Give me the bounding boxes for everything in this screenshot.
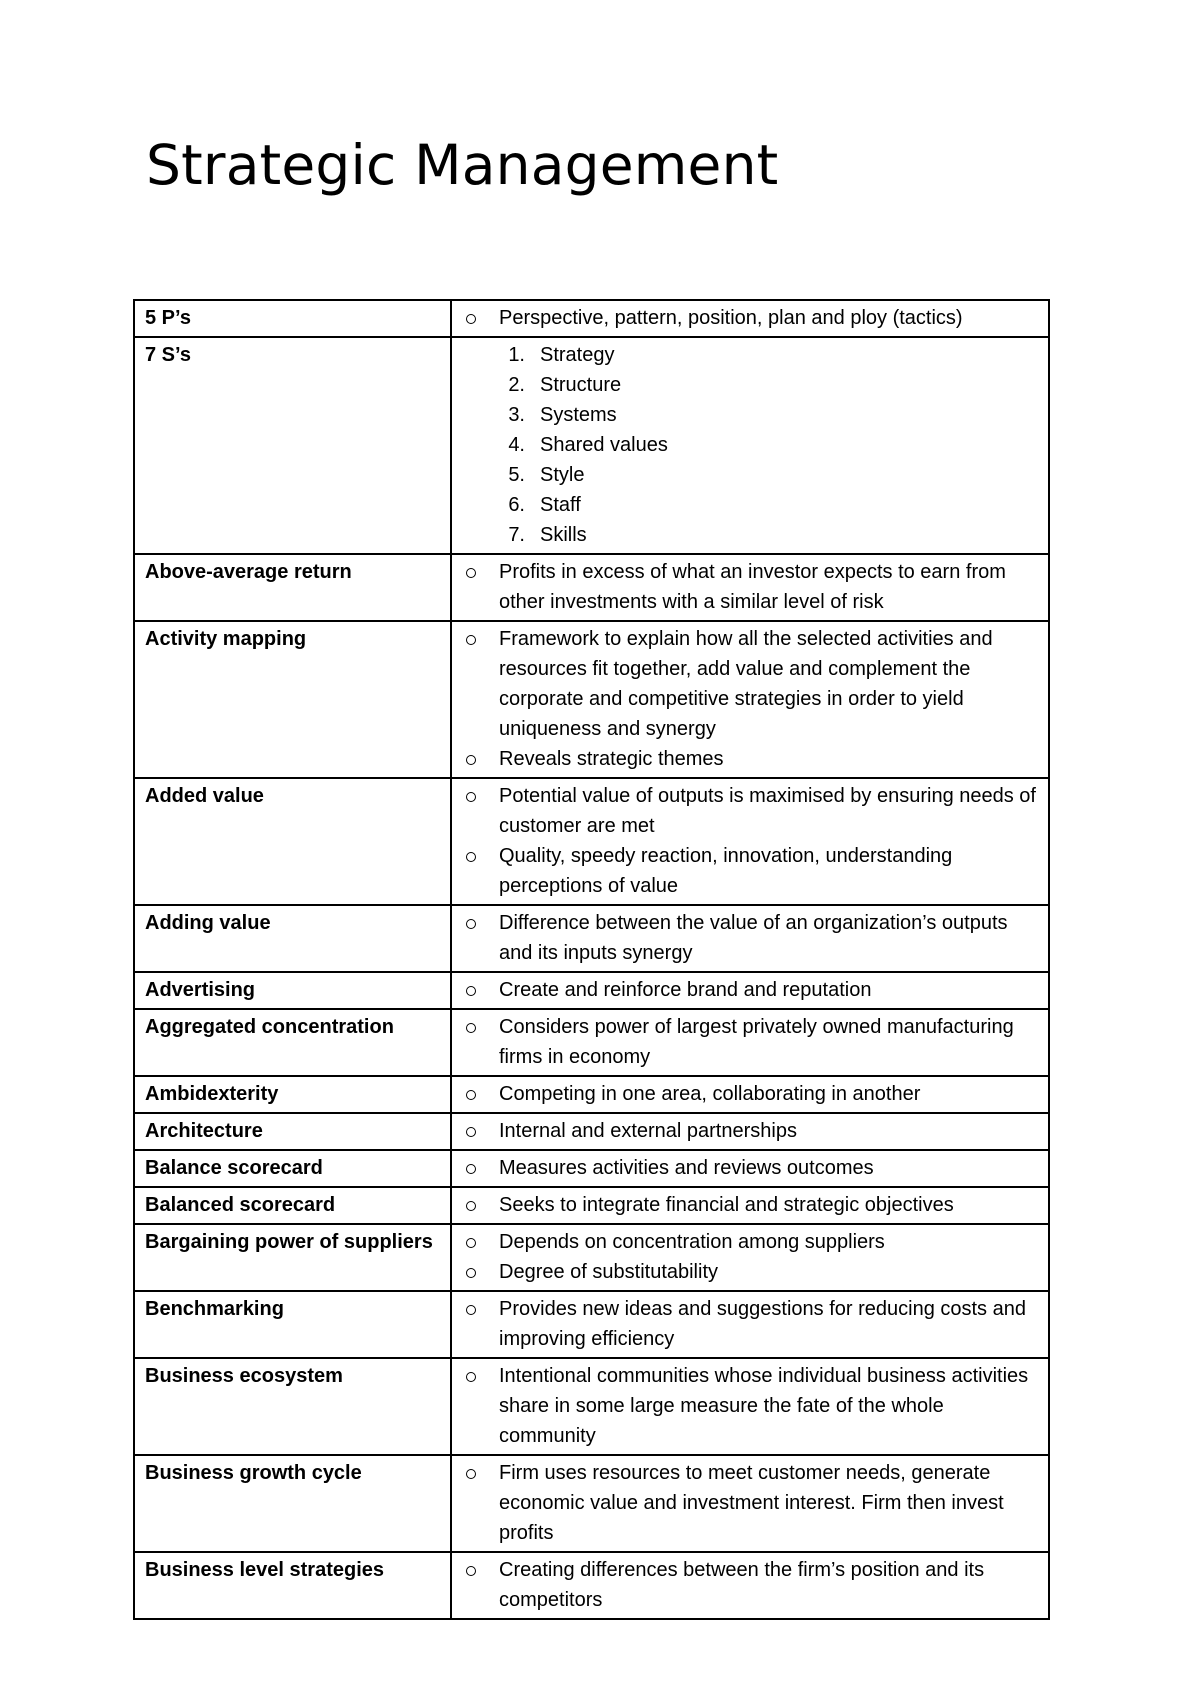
- bullet-text: Intentional communities whose individual business activities share in some large measure the fate of the whole community: [499, 1365, 1029, 1447]
- term-cell: Adding value: [134, 905, 451, 972]
- table-row: [134, 1009, 1049, 1076]
- bullet-item: [462, 624, 1040, 744]
- bullet-text: Potential value of outputs is maximised by ensuring needs of customer are met: [499, 785, 1036, 837]
- table-row: [134, 972, 1049, 1009]
- bullet-item: [462, 1116, 1040, 1146]
- bullet-text: Difference between the value of an organization’s outputs and its inputs synergy: [499, 912, 1008, 964]
- bullet-text: Internal and external partnerships: [499, 1120, 797, 1142]
- list-item: [462, 370, 1040, 400]
- table-row: [134, 1113, 1049, 1150]
- definition-cell: [451, 621, 1049, 778]
- bullet-item: [462, 557, 1040, 617]
- circle-bullet-icon: [462, 624, 499, 744]
- list-item: [462, 460, 1040, 490]
- bullet-item: [462, 1458, 1040, 1548]
- term-cell: Added value: [134, 778, 451, 905]
- list-number: 5.: [508, 464, 525, 486]
- list-number: 6.: [508, 494, 525, 516]
- definition-cell: [451, 554, 1049, 621]
- definition-cell: [451, 778, 1049, 905]
- definition-cell: [451, 1009, 1049, 1076]
- bullet-item: [462, 303, 1040, 333]
- term-cell: Balanced scorecard: [134, 1187, 451, 1224]
- bullet-text: Create and reinforce brand and reputation: [499, 979, 872, 1001]
- circle-bullet-icon: [462, 1190, 499, 1220]
- list-item: [462, 490, 1040, 520]
- circle-bullet-icon: [462, 1116, 499, 1146]
- table-row: [134, 554, 1049, 621]
- term-cell: Benchmarking: [134, 1291, 451, 1358]
- table-row: [134, 905, 1049, 972]
- table-row: [134, 300, 1049, 337]
- circle-bullet-icon: [462, 1257, 499, 1287]
- bullet-text: Measures activities and reviews outcomes: [499, 1157, 874, 1179]
- bullet-text: Depends on concentration among suppliers: [499, 1231, 885, 1253]
- circle-bullet-icon: [462, 1294, 499, 1354]
- bullet-item: [462, 975, 1040, 1005]
- term-cell: Ambidexterity: [134, 1076, 451, 1113]
- definition-cell: [451, 972, 1049, 1009]
- definition-cell: [451, 1291, 1049, 1358]
- term-cell: Advertising: [134, 972, 451, 1009]
- term-cell: Activity mapping: [134, 621, 451, 778]
- table-row: [134, 1552, 1049, 1619]
- bullet-item: [462, 1227, 1040, 1257]
- definition-cell: [451, 1187, 1049, 1224]
- list-item-text: Shared values: [540, 434, 668, 456]
- definition-cell: [451, 1113, 1049, 1150]
- glossary-table: [133, 299, 1050, 1620]
- bullet-item: [462, 908, 1040, 968]
- definition-cell: [451, 1358, 1049, 1455]
- term-cell: Above-average return: [134, 554, 451, 621]
- list-item: [462, 520, 1040, 550]
- definition-cell: [451, 300, 1049, 337]
- circle-bullet-icon: [462, 1361, 499, 1451]
- bullet-item: [462, 781, 1040, 841]
- bullet-item: [462, 841, 1040, 901]
- list-item-text: Structure: [540, 374, 622, 396]
- bullet-text: Reveals strategic themes: [499, 748, 724, 770]
- term-cell: Architecture: [134, 1113, 451, 1150]
- bullet-text: Profits in excess of what an investor expects to earn from other investments with a similar level of risk: [499, 561, 1006, 613]
- table-row: [134, 778, 1049, 905]
- bullet-text: Framework to explain how all the selected activities and resources fit together, add value and complement the corporate and competitive strategies in order to yield uniqueness and synergy: [499, 628, 993, 740]
- table-row: [134, 1076, 1049, 1113]
- bullet-item: [462, 1294, 1040, 1354]
- definition-cell: [451, 1455, 1049, 1552]
- list-number: 3.: [508, 404, 525, 426]
- circle-bullet-icon: [462, 1012, 499, 1072]
- list-item-text: Staff: [540, 494, 581, 516]
- bullet-item: [462, 1257, 1040, 1287]
- bullet-item: [462, 1190, 1040, 1220]
- circle-bullet-icon: [462, 1227, 499, 1257]
- bullet-item: [462, 1361, 1040, 1451]
- list-item-text: Style: [540, 464, 585, 486]
- bullet-item: [462, 1012, 1040, 1072]
- circle-bullet-icon: [462, 557, 499, 617]
- bullet-text: Degree of substitutability: [499, 1261, 719, 1283]
- table-row: [134, 1291, 1049, 1358]
- term-cell: Bargaining power of suppliers: [134, 1224, 451, 1291]
- definition-cell: [451, 337, 1049, 554]
- circle-bullet-icon: [462, 781, 499, 841]
- term-cell: 5 P’s: [134, 300, 451, 337]
- numbered-list: [462, 340, 1040, 550]
- term-cell: Aggregated concentration: [134, 1009, 451, 1076]
- circle-bullet-icon: [462, 908, 499, 968]
- list-item-text: Skills: [540, 524, 587, 546]
- term-cell: Business ecosystem: [134, 1358, 451, 1455]
- bullet-text: Competing in one area, collaborating in another: [499, 1083, 921, 1105]
- table-row: [134, 1187, 1049, 1224]
- term-cell: Business growth cycle: [134, 1455, 451, 1552]
- circle-bullet-icon: [462, 1458, 499, 1548]
- list-item: [462, 340, 1040, 370]
- circle-bullet-icon: [462, 1555, 499, 1615]
- table-row: [134, 621, 1049, 778]
- table-row: [134, 1150, 1049, 1187]
- circle-bullet-icon: [462, 1153, 499, 1183]
- term-cell: Business level strategies: [134, 1552, 451, 1619]
- table-row: [134, 1358, 1049, 1455]
- definition-cell: [451, 905, 1049, 972]
- bullet-item: [462, 1079, 1040, 1109]
- list-item-text: Strategy: [540, 344, 615, 366]
- glossary-body: [134, 300, 1049, 1619]
- term-cell: Balance scorecard: [134, 1150, 451, 1187]
- list-number: 7.: [508, 524, 525, 546]
- bullet-item: [462, 1555, 1040, 1615]
- list-number: 1.: [508, 344, 525, 366]
- table-row: [134, 337, 1049, 554]
- list-item: [462, 400, 1040, 430]
- list-item: [462, 430, 1040, 460]
- definition-cell: [451, 1150, 1049, 1187]
- table-row: [134, 1455, 1049, 1552]
- list-item-text: Systems: [540, 404, 617, 426]
- list-number: 2.: [508, 374, 525, 396]
- term-cell: 7 S’s: [134, 337, 451, 554]
- circle-bullet-icon: [462, 744, 499, 774]
- bullet-text: Creating differences between the firm’s position and its competitors: [499, 1559, 985, 1611]
- bullet-text: Seeks to integrate financial and strategic objectives: [499, 1194, 954, 1216]
- list-number: 4.: [508, 434, 525, 456]
- circle-bullet-icon: [462, 1079, 499, 1109]
- bullet-text: Firm uses resources to meet customer needs, generate economic value and investment interest. Firm then invest profits: [499, 1462, 1004, 1544]
- circle-bullet-icon: [462, 841, 499, 901]
- bullet-text: Perspective, pattern, position, plan and ploy (tactics): [499, 307, 963, 329]
- bullet-item: [462, 1153, 1040, 1183]
- definition-cell: [451, 1552, 1049, 1619]
- bullet-text: Considers power of largest privately owned manufacturing firms in economy: [499, 1016, 1014, 1068]
- bullet-item: [462, 744, 1040, 774]
- bullet-text: Quality, speedy reaction, innovation, understanding perceptions of value: [499, 845, 953, 897]
- bullet-text: Provides new ideas and suggestions for reducing costs and improving efficiency: [499, 1298, 1026, 1350]
- definition-cell: [451, 1076, 1049, 1113]
- page-title: Strategic Management: [146, 133, 779, 197]
- definition-cell: [451, 1224, 1049, 1291]
- circle-bullet-icon: [462, 975, 499, 1005]
- table-row: [134, 1224, 1049, 1291]
- circle-bullet-icon: [462, 303, 499, 333]
